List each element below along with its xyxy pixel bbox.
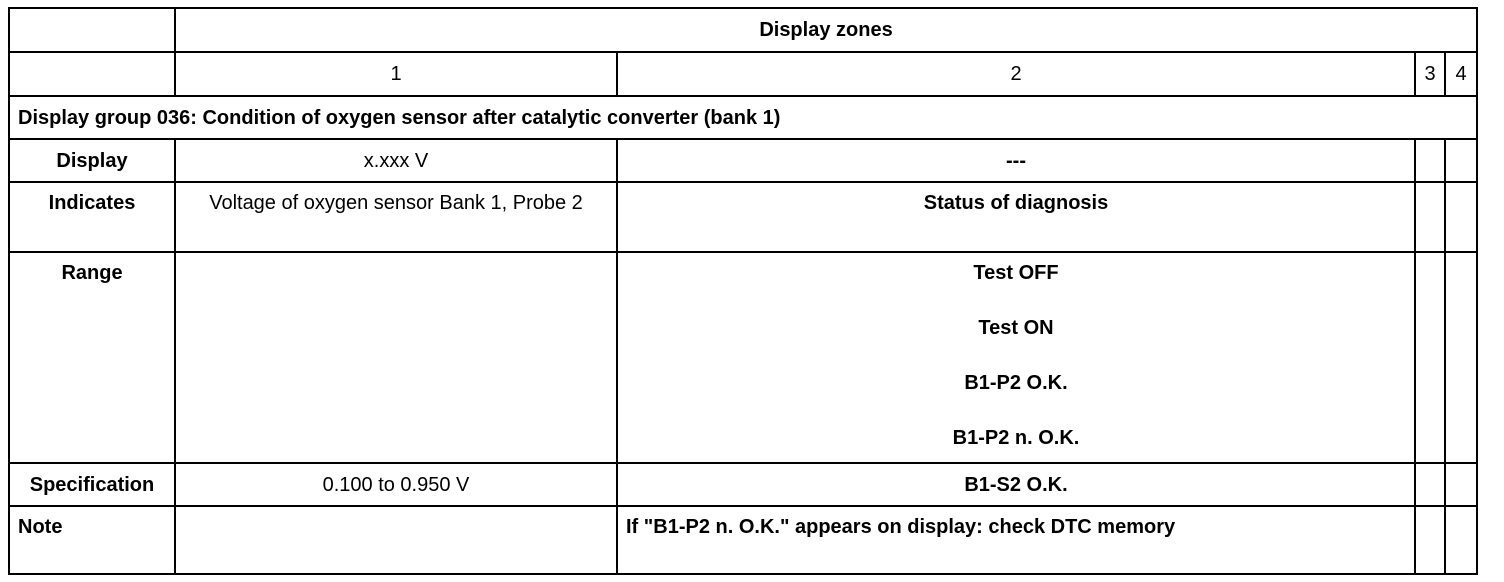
zone-4-header: 4 <box>1445 52 1477 96</box>
range-label: Range <box>9 252 175 463</box>
display-zone1-value: x.xxx V <box>175 139 617 182</box>
display-group-table <box>8 7 1478 575</box>
range-zone1-cell <box>175 252 617 463</box>
display-zone3-cell <box>1415 139 1445 182</box>
group-title-row <box>9 96 1477 139</box>
indicates-zone1-value <box>175 182 617 252</box>
note-zone4-cell <box>1445 506 1477 574</box>
range-value-test-on: Test ON <box>978 317 1054 339</box>
specification-row <box>9 463 1477 506</box>
note-label: Note <box>9 506 175 574</box>
specification-zone1-value: 0.100 to 0.950 V <box>175 463 617 506</box>
display-zone2-value: --- <box>617 139 1415 182</box>
note-zone1-cell <box>175 506 617 574</box>
specification-zone2-value: B1-S2 O.K. <box>617 463 1415 506</box>
zone-2-header: 2 <box>617 52 1415 96</box>
display-zones-header: Display zones <box>175 8 1477 52</box>
specification-label: Specification <box>9 463 175 506</box>
display-label: Display <box>9 139 175 182</box>
zone-1-header: 1 <box>175 52 617 96</box>
header-corner-cell <box>9 8 175 52</box>
indicates-label: Indicates <box>9 182 175 252</box>
note-row <box>9 506 1477 574</box>
range-row <box>9 252 1477 463</box>
specification-zone3-cell <box>1415 463 1445 506</box>
range-value-not-ok: B1-P2 n. O.K. <box>952 427 1080 449</box>
indicates-zone2-value: Status of diagnosis <box>617 182 1415 252</box>
specification-zone4-cell <box>1445 463 1477 506</box>
range-zone2-cell <box>617 252 1415 463</box>
note-zone3-cell <box>1415 506 1445 574</box>
header-row <box>9 8 1477 52</box>
display-zone4-cell <box>1445 139 1477 182</box>
range-value-ok: B1-P2 O.K. <box>964 372 1068 394</box>
range-value-test-off: Test OFF <box>973 262 1059 284</box>
indicates-zone1-text: Voltage of oxygen sensor Bank 1, Probe 2 <box>209 192 583 214</box>
zone-3-header: 3 <box>1415 52 1445 96</box>
indicates-zone4-cell <box>1445 182 1477 252</box>
zone-numbers-row <box>9 52 1477 96</box>
range-zone4-cell <box>1445 252 1477 463</box>
zone-corner-cell <box>9 52 175 96</box>
group-title: Display group 036: Condition of oxygen sensor after catalytic converter (bank 1) <box>9 96 1477 139</box>
display-row <box>9 139 1477 182</box>
range-zone3-cell <box>1415 252 1445 463</box>
note-zone2-value: If "B1-P2 n. O.K." appears on display: check DTC memory <box>617 506 1415 574</box>
indicates-zone3-cell <box>1415 182 1445 252</box>
indicates-row <box>9 182 1477 252</box>
